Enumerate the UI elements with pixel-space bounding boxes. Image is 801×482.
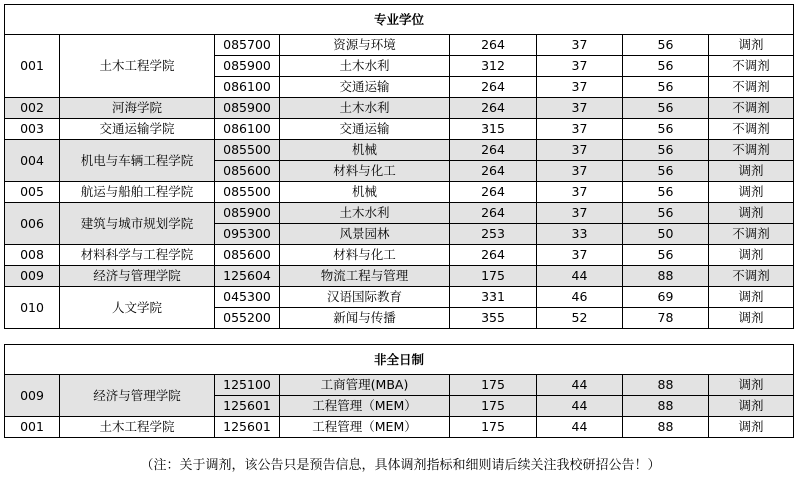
major-name-cell: 机械 <box>280 140 450 161</box>
major-code-cell: 085700 <box>215 35 280 56</box>
score-total-cell: 355 <box>450 308 537 329</box>
adjust-status-cell: 调剂 <box>709 308 794 329</box>
score-single-cell: 37 <box>537 203 623 224</box>
adjust-status-cell: 不调剂 <box>709 56 794 77</box>
unit-id-cell: 003 <box>5 119 60 140</box>
score-single-cell: 37 <box>537 245 623 266</box>
score-single-cell: 52 <box>537 308 623 329</box>
major-name-cell: 物流工程与管理 <box>280 266 450 287</box>
unit-name-cell: 建筑与城市规划学院 <box>60 203 215 245</box>
major-code-cell: 125604 <box>215 266 280 287</box>
score-other-cell: 56 <box>623 182 709 203</box>
score-total-cell: 264 <box>450 77 537 98</box>
score-total-cell: 175 <box>450 266 537 287</box>
footnote: （注：关于调剂，该公告只是预告信息，具体调剂指标和细则请后续关注我校研招公告！） <box>140 458 661 473</box>
score-single-cell: 37 <box>537 98 623 119</box>
score-other-cell: 56 <box>623 98 709 119</box>
score-total-cell: 264 <box>450 245 537 266</box>
unit-id-cell: 009 <box>5 266 60 287</box>
score-other-cell: 56 <box>623 161 709 182</box>
unit-id-cell: 005 <box>5 182 60 203</box>
major-name-cell: 资源与环境 <box>280 35 450 56</box>
score-total-cell: 264 <box>450 182 537 203</box>
score-other-cell: 69 <box>623 287 709 308</box>
score-other-cell: 56 <box>623 77 709 98</box>
adjust-status-cell: 不调剂 <box>709 98 794 119</box>
score-total-cell: 312 <box>450 56 537 77</box>
score-single-cell: 37 <box>537 119 623 140</box>
unit-id-cell: 009 <box>5 375 60 417</box>
major-name-cell: 风景园林 <box>280 224 450 245</box>
table-row <box>5 245 794 266</box>
score-total-cell: 264 <box>450 140 537 161</box>
major-code-cell: 095300 <box>215 224 280 245</box>
major-name-cell: 新闻与传播 <box>280 308 450 329</box>
table-row <box>5 287 794 308</box>
score-single-cell: 37 <box>537 77 623 98</box>
major-code-cell: 125601 <box>215 396 280 417</box>
unit-id-cell: 006 <box>5 203 60 245</box>
major-name-cell: 机械 <box>280 182 450 203</box>
major-name-cell: 土木水利 <box>280 56 450 77</box>
section-title: 专业学位 <box>5 5 794 35</box>
major-name-cell: 交通运输 <box>280 77 450 98</box>
major-code-cell: 045300 <box>215 287 280 308</box>
score-single-cell: 44 <box>537 266 623 287</box>
adjust-status-cell: 调剂 <box>709 375 794 396</box>
score-total-cell: 264 <box>450 203 537 224</box>
section-header-row <box>5 345 794 375</box>
table-row <box>5 266 794 287</box>
unit-name-cell: 航运与船舶工程学院 <box>60 182 215 203</box>
major-code-cell: 085900 <box>215 56 280 77</box>
major-name-cell: 工程管理（MEM） <box>280 396 450 417</box>
unit-name-cell: 人文学院 <box>60 287 215 329</box>
part-time-table <box>4 344 794 438</box>
table-row <box>5 140 794 161</box>
score-other-cell: 56 <box>623 35 709 56</box>
table-row <box>5 182 794 203</box>
table-row <box>5 375 794 396</box>
score-other-cell: 56 <box>623 245 709 266</box>
adjust-status-cell: 调剂 <box>709 203 794 224</box>
score-other-cell: 78 <box>623 308 709 329</box>
adjust-status-cell: 不调剂 <box>709 266 794 287</box>
unit-name-cell: 交通运输学院 <box>60 119 215 140</box>
table-row <box>5 203 794 224</box>
table-row <box>5 417 794 438</box>
major-name-cell: 交通运输 <box>280 119 450 140</box>
score-single-cell: 44 <box>537 396 623 417</box>
major-code-cell: 055200 <box>215 308 280 329</box>
major-code-cell: 085600 <box>215 161 280 182</box>
adjust-status-cell: 调剂 <box>709 287 794 308</box>
score-total-cell: 264 <box>450 98 537 119</box>
score-total-cell: 315 <box>450 119 537 140</box>
unit-name-cell: 土木工程学院 <box>60 417 215 438</box>
score-single-cell: 37 <box>537 182 623 203</box>
major-code-cell: 085900 <box>215 98 280 119</box>
unit-id-cell: 010 <box>5 287 60 329</box>
unit-name-cell: 经济与管理学院 <box>60 266 215 287</box>
unit-name-cell: 河海学院 <box>60 98 215 119</box>
unit-id-cell: 001 <box>5 417 60 438</box>
section-header-row <box>5 5 794 35</box>
score-total-cell: 264 <box>450 161 537 182</box>
major-code-cell: 086100 <box>215 77 280 98</box>
major-code-cell: 085900 <box>215 203 280 224</box>
adjust-status-cell: 调剂 <box>709 245 794 266</box>
section-title: 非全日制 <box>5 345 794 375</box>
adjust-status-cell: 调剂 <box>709 417 794 438</box>
major-code-cell: 085600 <box>215 245 280 266</box>
unit-name-cell: 机电与车辆工程学院 <box>60 140 215 182</box>
score-single-cell: 37 <box>537 161 623 182</box>
major-name-cell: 材料与化工 <box>280 245 450 266</box>
score-other-cell: 50 <box>623 224 709 245</box>
major-code-cell: 125100 <box>215 375 280 396</box>
adjust-status-cell: 不调剂 <box>709 140 794 161</box>
major-code-cell: 086100 <box>215 119 280 140</box>
major-name-cell: 工商管理(MBA) <box>280 375 450 396</box>
major-name-cell: 汉语国际教育 <box>280 287 450 308</box>
unit-id-cell: 002 <box>5 98 60 119</box>
unit-name-cell: 材料科学与工程学院 <box>60 245 215 266</box>
unit-id-cell: 004 <box>5 140 60 182</box>
score-other-cell: 56 <box>623 119 709 140</box>
score-total-cell: 175 <box>450 396 537 417</box>
professional-degree-table <box>4 4 794 329</box>
adjust-status-cell: 调剂 <box>709 396 794 417</box>
score-other-cell: 56 <box>623 56 709 77</box>
adjust-status-cell: 不调剂 <box>709 224 794 245</box>
score-other-cell: 56 <box>623 140 709 161</box>
table-row <box>5 98 794 119</box>
score-single-cell: 37 <box>537 140 623 161</box>
major-name-cell: 工程管理（MEM） <box>280 417 450 438</box>
score-single-cell: 44 <box>537 417 623 438</box>
score-single-cell: 44 <box>537 375 623 396</box>
score-total-cell: 175 <box>450 417 537 438</box>
score-other-cell: 56 <box>623 203 709 224</box>
score-total-cell: 253 <box>450 224 537 245</box>
adjust-status-cell: 不调剂 <box>709 119 794 140</box>
score-single-cell: 37 <box>537 35 623 56</box>
unit-id-cell: 008 <box>5 245 60 266</box>
unit-name-cell: 土木工程学院 <box>60 35 215 98</box>
score-total-cell: 175 <box>450 375 537 396</box>
adjust-status-cell: 调剂 <box>709 35 794 56</box>
major-code-cell: 125601 <box>215 417 280 438</box>
score-other-cell: 88 <box>623 375 709 396</box>
score-single-cell: 37 <box>537 56 623 77</box>
adjust-status-cell: 调剂 <box>709 161 794 182</box>
unit-id-cell: 001 <box>5 35 60 98</box>
score-total-cell: 264 <box>450 35 537 56</box>
adjust-status-cell: 不调剂 <box>709 77 794 98</box>
score-total-cell: 331 <box>450 287 537 308</box>
adjust-status-cell: 调剂 <box>709 182 794 203</box>
major-code-cell: 085500 <box>215 182 280 203</box>
score-other-cell: 88 <box>623 266 709 287</box>
table-row <box>5 119 794 140</box>
major-code-cell: 085500 <box>215 140 280 161</box>
major-name-cell: 材料与化工 <box>280 161 450 182</box>
table-row <box>5 35 794 56</box>
unit-name-cell: 经济与管理学院 <box>60 375 215 417</box>
score-single-cell: 46 <box>537 287 623 308</box>
score-other-cell: 88 <box>623 417 709 438</box>
major-name-cell: 土木水利 <box>280 98 450 119</box>
major-name-cell: 土木水利 <box>280 203 450 224</box>
score-other-cell: 88 <box>623 396 709 417</box>
score-single-cell: 33 <box>537 224 623 245</box>
